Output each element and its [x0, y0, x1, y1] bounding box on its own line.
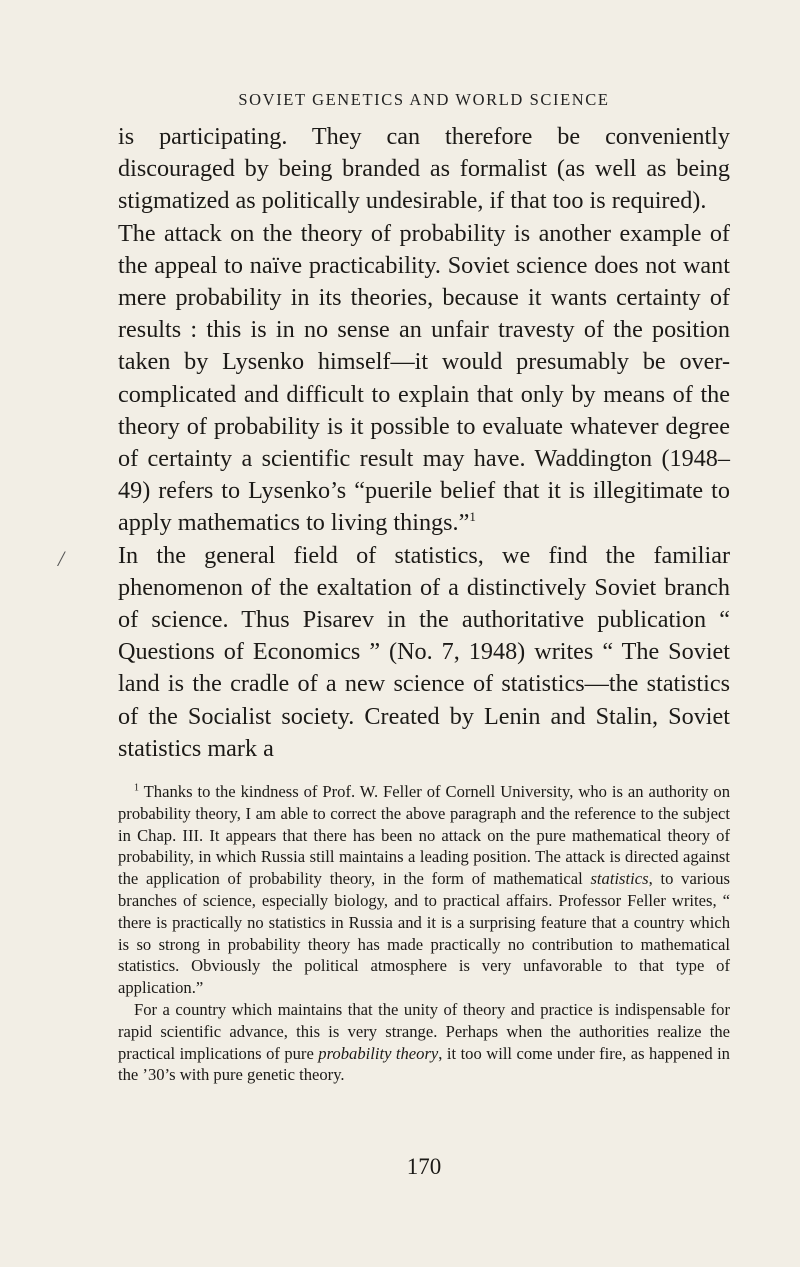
body-text: [118, 121, 730, 765]
paragraph-probability-text: The attack on the theory of probability is another example of the appeal to naïve practicability. Soviet science does not want mere probability in its theories, because it wants certainty of results : this is in no sense an unfair travesty of the position taken by Lysenko himself—it would presumably be over-complicated and difficult to explain that only by means of the theory of probability is it possible to evaluate whatever degree of certainty a scientific result may have. Waddington (1948–49) refers to Lysenko’s “puerile belief that it is illegitimate to apply mathematics to living things.”: [118, 219, 730, 537]
paragraph-statistics: In the general field of statistics, we find the familiar phenomenon of the exaltation of a distinctively Soviet branch of science. Thus Pisarev in the authoritative publication “ Questions of Economics ” (No. 7, 1948) writes “ The Soviet land is the cradle of a new science of statistics—the statistics of the Socialist society. Created by Lenin and Stalin, Soviet statistics mark a: [118, 541, 730, 762]
footnote-reference: 1: [469, 509, 476, 525]
footnote-1-continued: [118, 999, 730, 1086]
footnote-1-text-b: , to various branches of science, especially biology, and to practical affairs. Professor Feller writes, “ there is practically no statistics in Russia and it is a surprising feature that a country which is so strong in probability theory has made practically no contribution to mathematical statistics. Obviously the political atmosphere is very unfavorable to that type of application.”: [118, 869, 731, 998]
footnote-marker: 1: [134, 782, 139, 794]
running-head: SOVIET GENETICS AND WORLD SCIENCE: [238, 90, 610, 109]
footnote-2-emphasis: probability theory: [318, 1043, 439, 1063]
footnote-2-text-a: For a country which maintains that the unity of theory and practice is indispensable for rapid scientific advance, this is very strange. Perhaps when the authorities realize the practical implications of pure: [118, 999, 730, 1063]
footnote-2-text-b: , it too will come under fire, as happened in the ’30’s with pure genetic theory.: [118, 1043, 730, 1085]
footnote-1: [118, 781, 730, 999]
margin-mark: /: [58, 546, 65, 571]
footnotes: [118, 781, 730, 1086]
paragraph-probability: [118, 218, 730, 540]
footnote-1-emphasis: statistics: [590, 869, 649, 889]
paragraph-continued: is participating. They can therefore be conveniently discouraged by being branded as formalist (as well as being stigmatized as politically undesirable, if that too is required).: [118, 123, 730, 215]
footnote-1-text-a: Thanks to the kindness of Prof. W. Feller of Cornell University, who is an authority on probability theory, I am able to correct the above paragraph and the reference to the subject in Chap. III. It appears that there has been no attack on the pure mathematical theory of probability, in which Russia still maintains a leading position. The attack is directed against the application of probability theory, in the form of mathematical: [118, 782, 730, 889]
page-number: 170: [406, 1154, 442, 1179]
